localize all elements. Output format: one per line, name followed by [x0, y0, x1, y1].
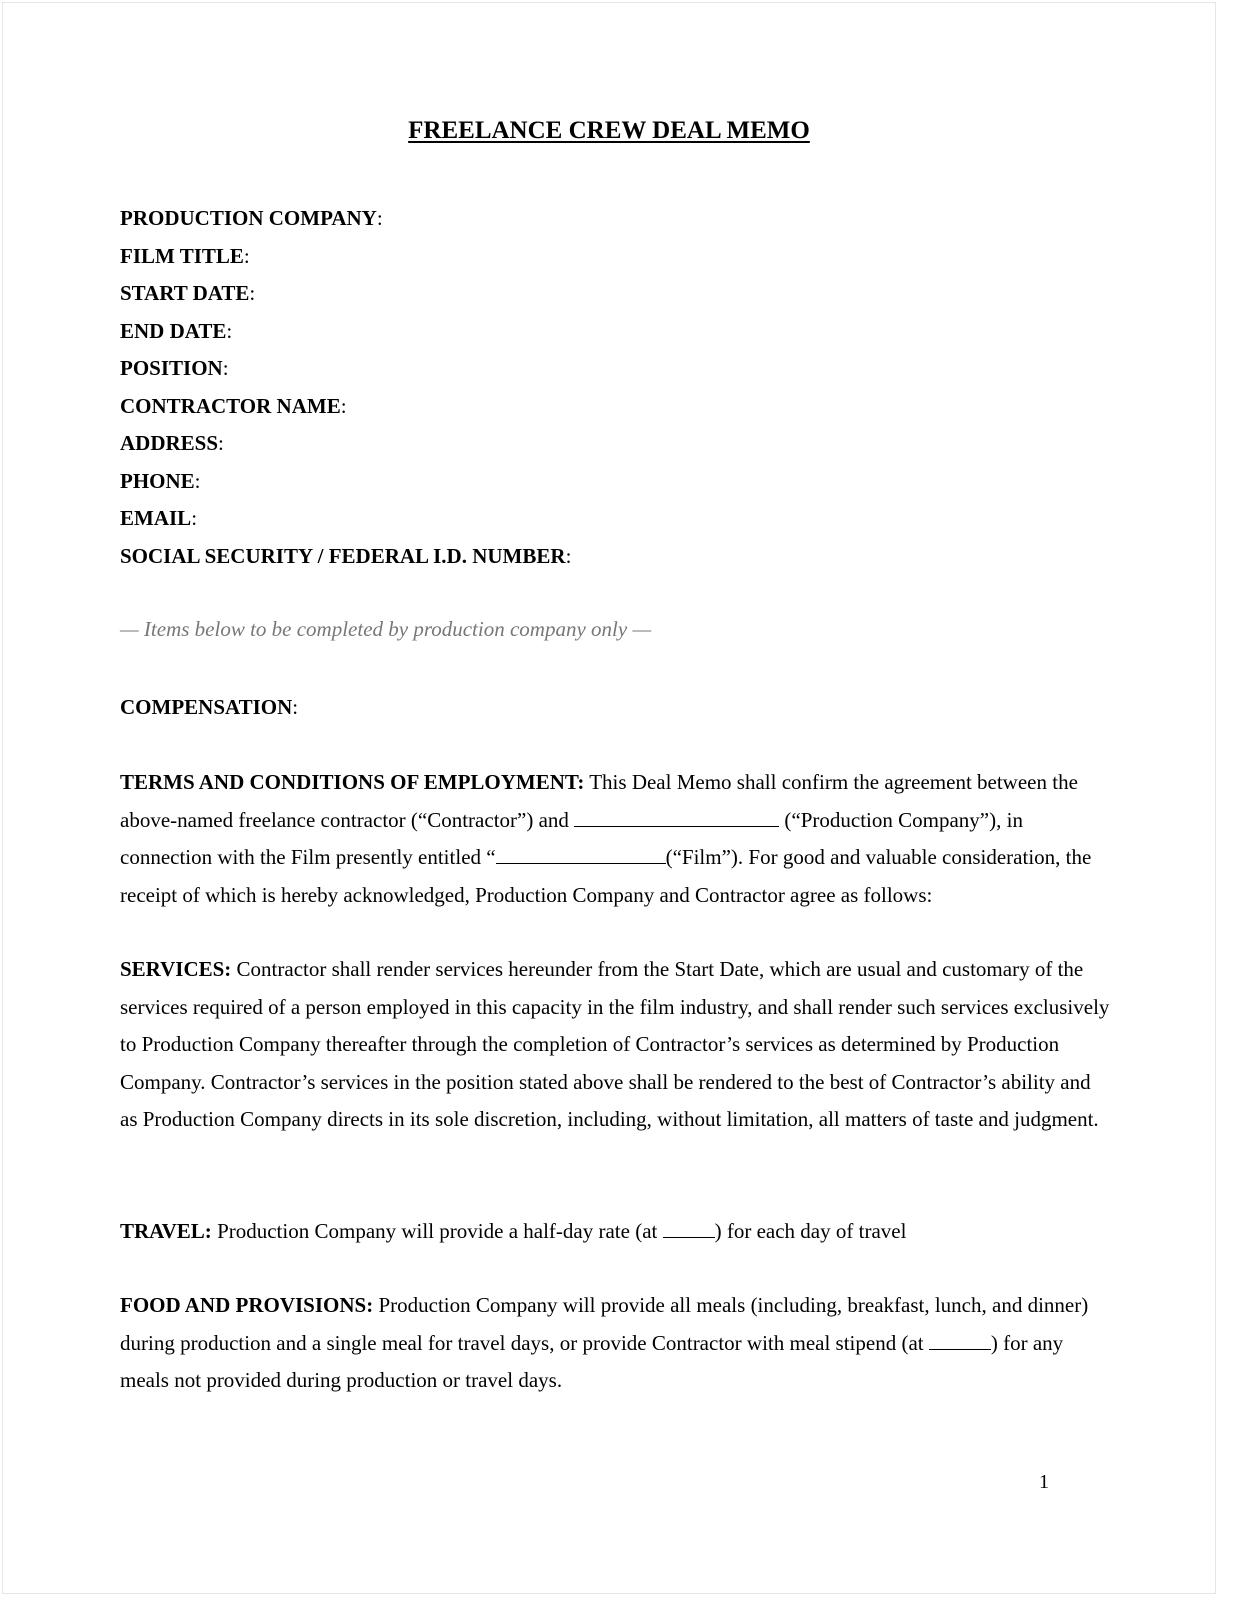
field-label: START DATE — [120, 281, 250, 305]
field-email: EMAIL: — [120, 506, 198, 530]
travel-rate-blank — [663, 1219, 715, 1238]
field-label: PRODUCTION COMPANY — [120, 206, 377, 230]
field-production-company: PRODUCTION COMPANY: — [120, 206, 383, 230]
field-address: ADDRESS: — [120, 431, 224, 455]
field-label: EMAIL — [120, 506, 192, 530]
production-only-note: — Items below to be completed by production company only — — [120, 617, 652, 641]
document-title: FREELANCE CREW DEAL MEMO — [408, 117, 810, 144]
field-position: POSITION: — [120, 356, 229, 380]
section-heading: TERMS AND CONDITIONS OF EMPLOYMENT: — [120, 770, 585, 794]
field-label: CONTRACTOR NAME — [120, 393, 341, 418]
section-heading: COMPENSATION — [120, 695, 293, 719]
field-contractor-name: CONTRACTOR NAME: — [120, 393, 347, 418]
page-number: 1 — [1039, 1471, 1049, 1493]
travel-section: TRAVEL: Production Company will provide a half-day rate (at ) for each day of travel — [120, 1219, 907, 1243]
section-heading: TRAVEL: — [120, 1219, 212, 1243]
field-start-date: START DATE: — [120, 281, 256, 305]
document-page — [2, 2, 1216, 1594]
field-end-date: END DATE: — [120, 318, 233, 343]
field-label: ADDRESS — [120, 431, 219, 455]
section-heading: FOOD AND PROVISIONS: — [120, 1293, 374, 1317]
field-label: END DATE — [120, 318, 227, 343]
meal-stipend-blank — [929, 1331, 991, 1350]
field-label: PHONE — [120, 468, 195, 493]
field-label: SOCIAL SECURITY / FEDERAL I.D. NUMBER — [120, 543, 566, 568]
compensation-section: COMPENSATION: — [120, 695, 299, 719]
field-ssn-federal-id: SOCIAL SECURITY / FEDERAL I.D. NUMBER: — [120, 543, 572, 568]
terms-section: TERMS AND CONDITIONS OF EMPLOYMENT: This Deal Memo shall confirm the agreement between the above-named freelance contractor (“Contractor”) and (“Production Company”), in connection with the Film presently entitled “ (“Film”). For good and valuable consideration, the receipt of which is hereby acknowledged, Production Company and Contractor agree as follows: — [120, 770, 1092, 907]
contractor-info-fields — [120, 200, 571, 575]
field-film-title: FILM TITLE: — [120, 243, 250, 268]
field-phone: PHONE: — [120, 468, 201, 493]
field-label: POSITION — [120, 356, 223, 380]
production-company-blank — [574, 808, 779, 827]
film-title-blank — [496, 845, 666, 864]
food-section: FOOD AND PROVISIONS: Production Company will provide all meals (including, breakfast, lunch, and dinner) during production and a single meal for travel days, or provide Contractor with meal stipend (at ) for any meals not provided during production or travel days. — [120, 1293, 1089, 1392]
field-label: FILM TITLE — [120, 243, 244, 268]
section-heading: SERVICES: — [120, 957, 232, 981]
services-section: SERVICES: Contractor shall render services hereunder from the Start Date, which are usual and customary of the services required of a person employed in this capacity in the film industry, and shall render such services exclusively to Production Company thereafter through the completion of Contractor’s services as determined by Production Company. Contractor’s services in the position stated above shall be rendered to the best of Contractor’s ability and as Production Company directs in its sole discretion, including, without limitation, all matters of taste and judgment. — [120, 957, 1110, 1131]
